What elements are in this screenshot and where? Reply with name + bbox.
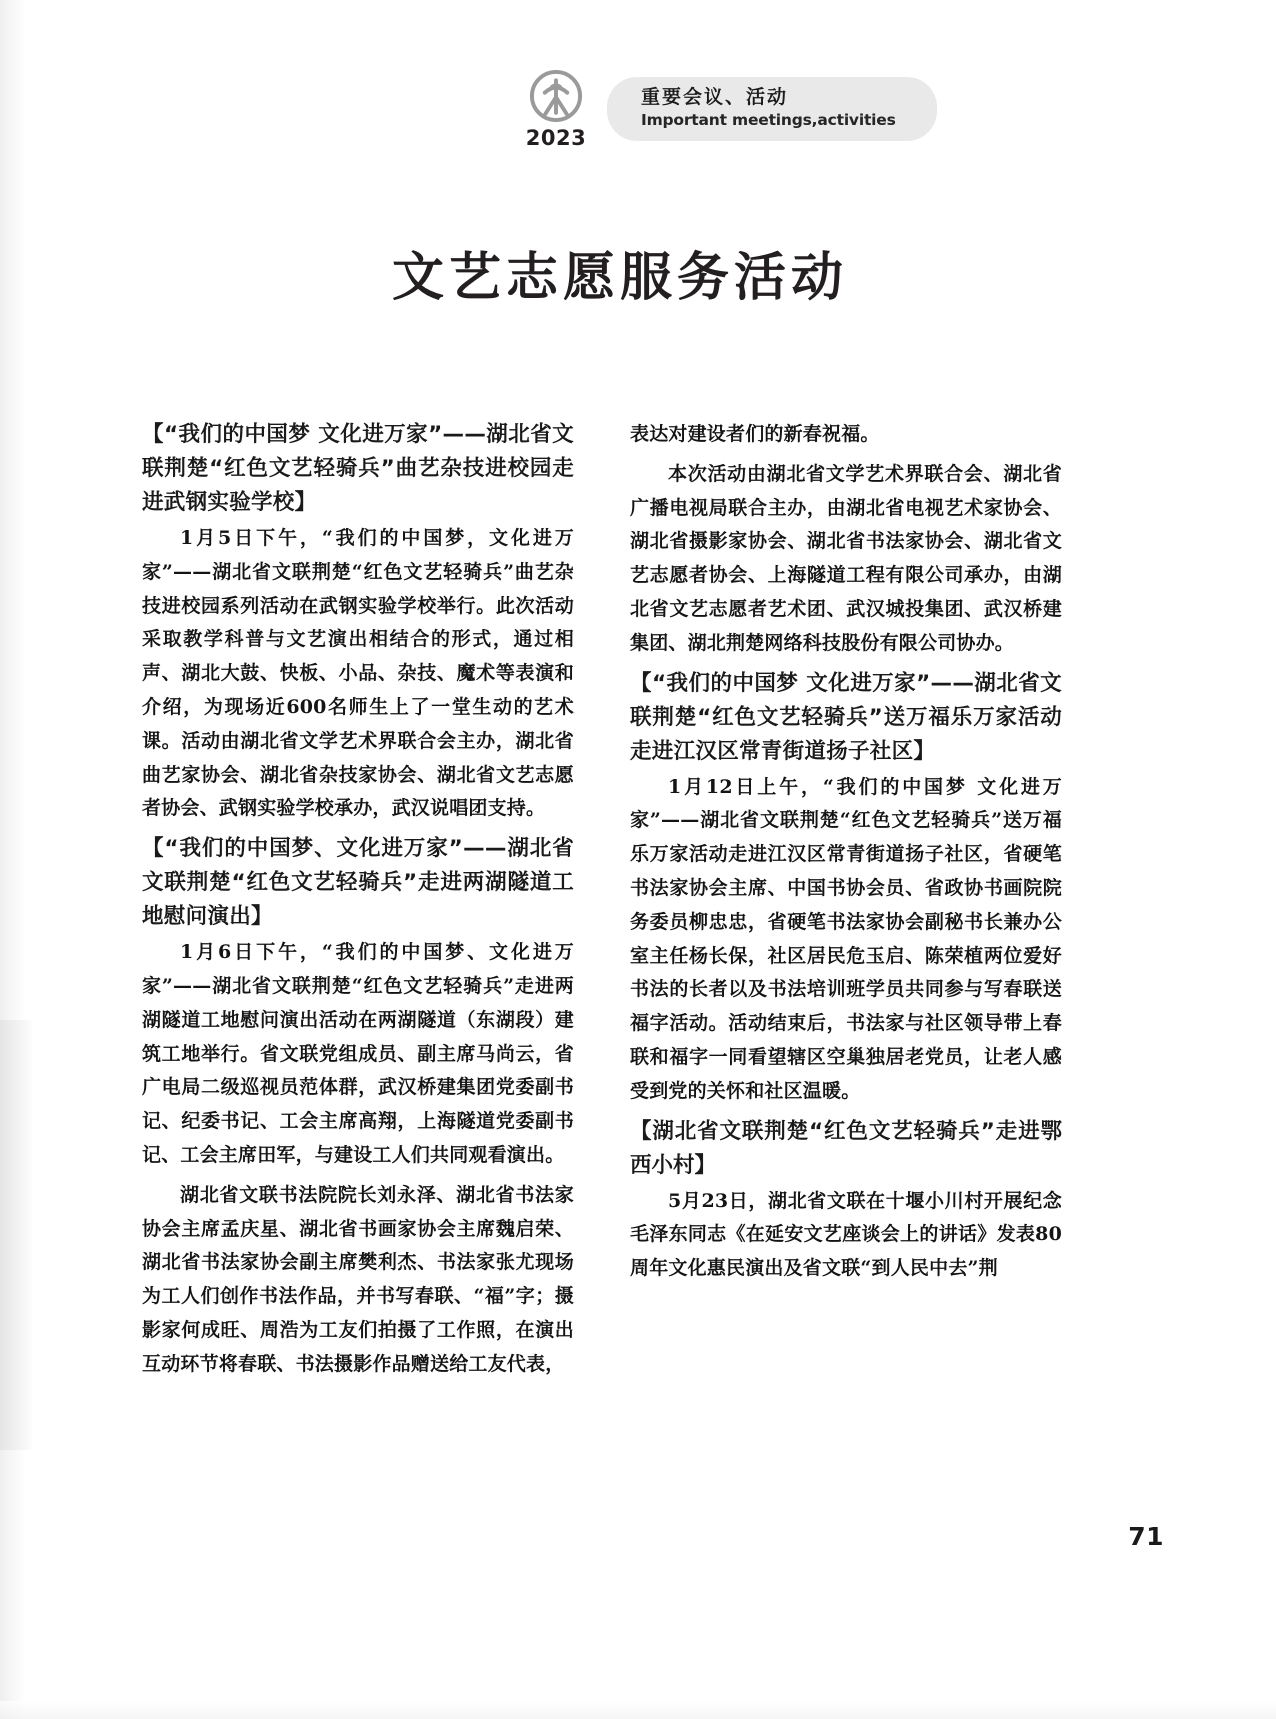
section-heading-4: 【湖北省文联荆楚“红色文艺轻骑兵”走进鄂西小村】 [630,1118,1062,1178]
header-section-pill [607,77,937,142]
page-title: 文艺志愿服务活动 [391,246,848,308]
yearbook-logo [519,68,593,150]
header-section-label-en: Important meetings,activities [641,111,896,130]
torch-emblem-icon [528,68,584,124]
left-column [142,418,574,1388]
paragraph-2-1: 1月6日下午，“我们的中国梦、文化进万家”——湖北省文联荆楚“红色文艺轻骑兵”走进两湖隧道工地慰问演出活动在两湖隧道（东湖段）建筑工地举行。省文联党组成员、副主席马尚云，省广电局二级巡视员范体群，武汉桥建集团党委副书记、纪委书记、工会主席高翔，上海隧道党委副书记、工会主席田军，与建设工人们共同观看演出。 [142,941,574,1166]
paragraph-4-1: 5月23日，湖北省文联在十堰小川村开展纪念毛泽东同志《在延安文艺座谈会上的讲话》发表80周年文化惠民演出及省文联“到人民中去”荆 [630,1189,1062,1280]
right-column [630,418,1062,1388]
paragraph-3-1: 1月12日上午，“我们的中国梦 文化进万家”——湖北省文联荆楚“红色文艺轻骑兵”送万福乐万家活动走进江汉区常青街道扬子社区，省硬笔书法家协会主席、中国书协会员、省政协书画院院务委员柳忠忠，省硬笔书法家协会副秘书长兼办公室主任杨长保，社区居民危玉启、陈荣植两位爱好书法的长者以及书法培训班学员共同参与写春联送福字活动。活动结束后，书法家与社区领导带上春联和福字一同看望辖区空巢独居老党员，让老人感受到党的关怀和社区温暖。 [630,775,1062,1102]
paragraph-1-1: 1月5日下午，“我们的中国梦，文化进万家”——湖北省文联荆楚“红色文艺轻骑兵”曲艺杂技进校园系列活动在武钢实验学校举行。此次活动采取教学科普与文艺演出相结合的形式，通过相声、湖北大鼓、快板、小品、杂技、魔术等表演和介绍，为现场近600名师生上了一堂生动的艺术课。活动由湖北省文学艺术界联合会主办，湖北省曲艺家协会、湖北省杂技家协会、湖北省文艺志愿者协会、武钢实验学校承办，武汉说唱团支持。 [142,526,574,820]
scan-edge-bottom [0,1701,1276,1719]
running-header [0,68,1276,150]
logo-year: 2023 [525,126,587,150]
section-heading-1: 【“我们的中国梦 文化进万家”——湖北省文联荆楚“红色文艺轻骑兵”曲艺杂技进校园走进武钢实验学校】 [142,422,574,515]
paragraph-2-2: 湖北省文联书法院院长刘永泽、湖北省书法家协会主席孟庆星、湖北省书画家协会主席魏启荣、湖北省书法家协会副主席樊利杰、书法家张尤现场为工人们创作书法作品，并书写春联、“福”字；摄影家何成旺、周浩为工友们拍摄了工作照，在演出互动环节将春联、书法摄影作品赠送给工友代表， [142,1183,574,1375]
section-heading-2: 【“我们的中国梦、文化进万家”——湖北省文联荆楚“红色文艺轻骑兵”走进两湖隧道工地慰问演出】 [142,836,574,930]
paragraph-cont-2: 本次活动由湖北省文学艺术界联合会、湖北省广播电视局联合主办，由湖北省电视艺术家协会、湖北省摄影家协会、湖北省书法家协会、湖北省文艺志愿者协会、上海隧道工程有限公司承办，由湖北省文艺志愿者艺术团、武汉城投集团、武汉桥建集团、湖北荆楚网络科技股份有限公司协办。 [630,462,1062,654]
scan-smudge [0,1020,34,1450]
header-section-label-cn: 重要会议、活动 [641,85,789,108]
running-header-inner [519,68,937,150]
page-number: 71 [1128,1522,1164,1551]
paragraph-cont-1: 表达对建设者们的新春祝福。 [630,423,880,445]
article-columns [142,418,1062,1388]
section-heading-3: 【“我们的中国梦 文化进万家”——湖北省文联荆楚“红色文艺轻骑兵”送万福乐万家活动走进江汉区常青街道扬子社区】 [630,670,1062,764]
